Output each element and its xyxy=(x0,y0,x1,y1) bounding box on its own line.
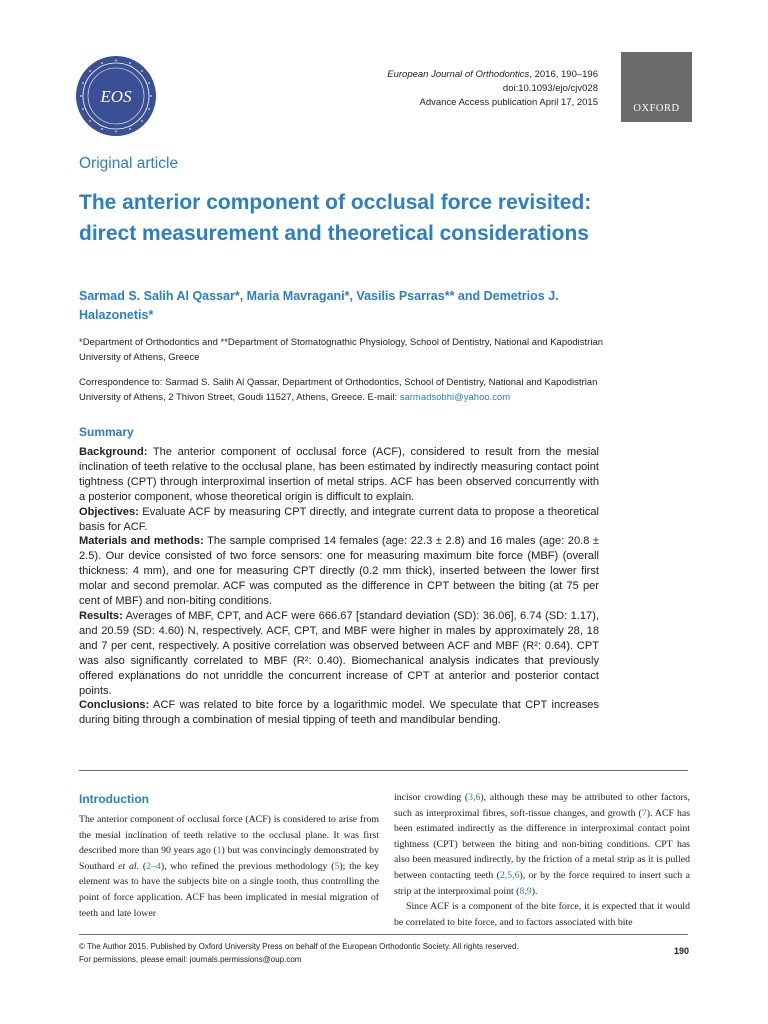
intro-paragraph-2: Since ACF is a component of the bite force, it is expected that it would be correlated to bite force, and to factors associated with bite xyxy=(394,901,690,928)
affiliations: *Department of Orthodontics and **Department of Stomatognathic Physiology, School of Dentistry, National and Kapodistrian University of Athens, Greece xyxy=(79,337,604,363)
conclusions-text: ACF was related to bite force by a logarithmic model. We speculate that CPT increases during biting through a combination of mesial tipping of teeth and mandibular bending. xyxy=(79,699,599,727)
page-number: 190 xyxy=(674,946,690,956)
advance-access-date: Advance Access publication April 17, 2015 xyxy=(419,97,598,108)
intro-paragraph-1-cont xyxy=(394,790,690,899)
text-run: ); the key element was to have the subjects bite on a single tooth, thus controlling the point of force application. ACF has been implicated in mesial migration of teeth and late lower xyxy=(79,860,380,919)
article-title: The anterior component of occlusal force revisited: direct measurement and theoretical considerations xyxy=(79,191,592,245)
text-run: ) but was convincingly demonstrated by Southard xyxy=(79,845,379,872)
citation-link[interactable]: 2–4 xyxy=(146,860,161,872)
text-run: ). ACF has been estimated indirectly as the difference in interproximal contact point tightness (CPT) between the biting and non-biting conditions. CPT has also been measured indirectly, by the friction of a metal strip as it is pulled between contacting teeth ( xyxy=(394,807,691,881)
conclusions-label: Conclusions: xyxy=(79,699,150,712)
text-run: ( xyxy=(139,860,147,872)
intro-paragraph-1 xyxy=(79,812,379,921)
citation-link[interactable]: 2,5,6 xyxy=(499,869,520,881)
body-column-right xyxy=(394,790,690,930)
background-label: Background: xyxy=(79,446,148,458)
footer xyxy=(79,940,519,966)
email-link[interactable]: sarmadsobhi@yahoo.com xyxy=(399,392,511,403)
citation-link[interactable]: 5 xyxy=(334,860,340,872)
results-label: Results: xyxy=(79,609,123,622)
copyright-notice: © The Author 2015. Published by Oxford University Press on behalf of the European Orthodontic Society. All rights reserved. xyxy=(79,942,519,951)
objectives-label: Objectives: xyxy=(79,505,139,518)
publisher-name: OXFORD xyxy=(633,103,680,114)
journal-info xyxy=(387,68,598,110)
journal-citation xyxy=(387,68,598,82)
eos-society-logo xyxy=(75,55,157,137)
body-column-left xyxy=(79,812,379,921)
publisher-logo xyxy=(621,52,692,122)
summary-heading: Summary xyxy=(79,425,134,439)
citation-link[interactable]: 1 xyxy=(216,845,222,857)
text-run: The anterior component of occlusal force (ACF) is considered to arise from the mesial inclination of teeth relative to the occlusal plane. It was first described more than 90 years ago ( xyxy=(79,814,379,857)
citation-link[interactable]: 3,6 xyxy=(468,792,481,803)
background-text: The anterior component of occlusal force (ACF), considered to result from the mesial inclination of teeth relative to the occlusal plane, has been estimated by indirectly measuring contact point tightness (CPT) through interproximal insertion of metal strips. ACF has been observed concurrently with a posterior component, whose theoretical origin is difficult to explain. xyxy=(79,446,599,503)
text-run: ), although these may be attributed to other factors, such as interproximal fibres, soft-tissue changes, and growth ( xyxy=(394,792,691,819)
text-run: ), or by the force required to insert such a strip at the interproximal point ( xyxy=(394,869,690,897)
methods-text: The sample comprised 14 females (age: 22.3 ± 2.8) and 16 males (age: 20.8 ± 2.5). Our device consisted of two force sensors: one for measuring maximum bite force (MBF) (overall thickness: 4 mm), and one for measuring CPT directly (0.2 mm thick), inserted between the lower first molar and second premolar. ACF was computed as the difference in CPT between the biting (at 75 per cent of MBF) and non-biting conditions. xyxy=(79,535,600,608)
permissions-notice: For permissions, please email: journals.permissions@oup.com xyxy=(79,955,302,964)
text-run: incisor crowding ( xyxy=(394,792,469,803)
correspondence-text: Correspondence to: Sarmad S. Salih Al Qassar, Department of Orthodontics, School of Dentistry, National and Kapodistrian University of Athens, 2 Thivon Street, Goudi 11527, Athens, Greece. E-mail: xyxy=(79,377,598,403)
objectives-text: Evaluate ACF by measuring CPT directly, and integrate current data to propose a theoretical basis for ACF. xyxy=(79,505,599,533)
logo-text: EOS xyxy=(100,87,132,106)
results-text: Averages of MBF, CPT, and ACF were 666.67 [standard deviation (SD): 36.06], 6.74 (SD: 1.17), and 20.59 (SD: 4.60) N, respectively. ACF, CPT, and MBF were higher in males by approximately 28, 18 and 7 per cent, respectively. A positive correlation was observed between ACF and MBF (R²: 0.64). CPT was also significantly correlated to MBF (R²: 0.40). Biomechanical analysis indicates that previously offered explanations do not unriddle the concurrent increase of CPT at anterior and posterior contact points. xyxy=(79,609,599,697)
introduction-heading: Introduction xyxy=(79,792,149,806)
footer-divider xyxy=(79,934,688,935)
text-run: ). xyxy=(531,885,538,897)
article-type: Original article xyxy=(79,155,179,172)
correspondence xyxy=(79,375,609,405)
journal-volume-pages: , 2016, 190–196 xyxy=(529,69,598,80)
methods-label: Materials and methods: xyxy=(79,535,204,548)
text-run: et al. xyxy=(118,860,140,872)
citation-link[interactable]: 7 xyxy=(641,807,647,819)
summary-abstract xyxy=(79,445,599,728)
citation-link[interactable]: 8,9 xyxy=(519,885,532,897)
author-list: Sarmad S. Salih Al Qassar*, Maria Mavragani*, Vasilis Psarras** and Demetrios J. Halazonetis* xyxy=(79,289,559,322)
doi: doi:10.1093/ejo/cjv028 xyxy=(502,83,598,94)
journal-name: European Journal of Orthodontics xyxy=(387,69,530,80)
text-run: ), who refined the previous methodology ( xyxy=(160,860,335,872)
summary-divider xyxy=(79,770,688,771)
